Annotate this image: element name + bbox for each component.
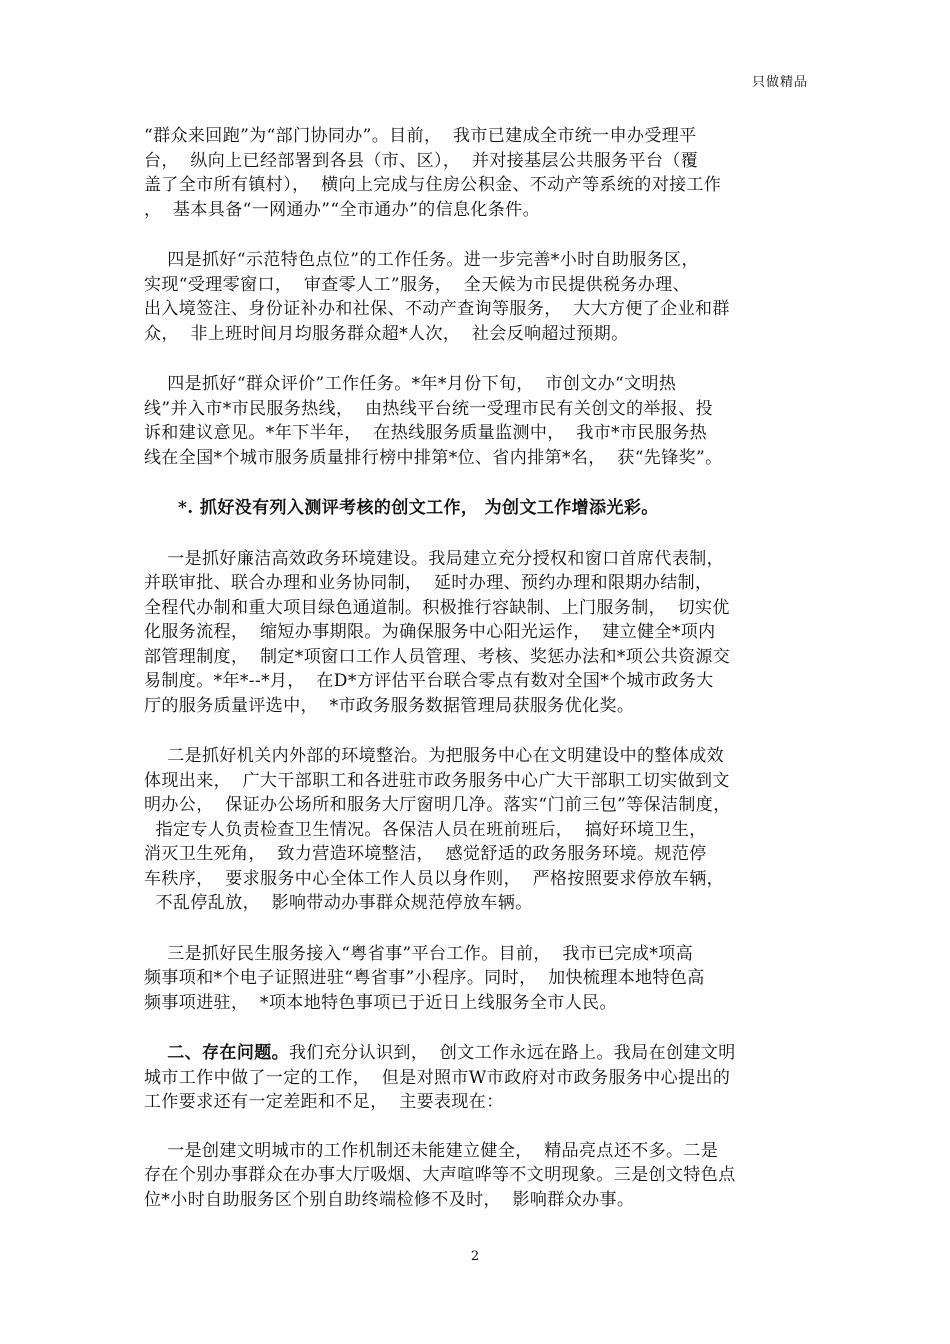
page-number: 2 <box>470 1249 480 1264</box>
text-line: 四是抓好“示范特色点位”的工作任务。进一步完善*小时自助服务区， <box>144 250 699 270</box>
document-body <box>144 124 808 1212</box>
text-line: 车秩序， 要求服务中心全体工作人员以身作则， 严格按照要求停放车辆， <box>144 868 725 889</box>
text-line: 实现“受理零窗口， 审查零人工”服务， 全天候为市民提供税务办理、 <box>144 274 690 295</box>
paragraph-existing-problems <box>144 1041 808 1115</box>
text-line: 化服务流程， 缩短办事期限。为确保服务中心阳光运作， 建立健全*项内 <box>144 622 716 642</box>
text-line: 三是抓好民生服务接入“粤省事”平台工作。目前， 我市已完成*项高 <box>144 943 694 964</box>
text-line: 部管理制度， 制定*项窗口工作人员管理、考核、奖惩办法和*项公共资源交 <box>144 646 731 667</box>
problems-intro: 我们充分认识到， 创文工作永远在路上。我局在创建文明 <box>289 1043 736 1063</box>
paragraph-demo-points <box>144 248 808 346</box>
page-header-label: 只做精品 <box>751 75 808 90</box>
text-line: 一是创建文明城市的工作机制还未能建立健全， 精品亮点还不多。二是 <box>144 1140 719 1161</box>
text-line: 全程代办制和重大项目绿色通道制。积极推行容缺制、上门服务制， 切实优 <box>144 597 730 618</box>
text-line: 厅的服务质量评选中， *市政务服务数据管理局获服务优化奖。 <box>144 695 635 716</box>
text-line: 线在全国*个城市服务质量排行榜中排第*位、省内排第*名， 获“先锋奖”。 <box>144 447 723 468</box>
text-line: 诉和建议意见。*年下半年， 在热线服务质量监测中， 我市*市民服务热 <box>144 423 708 443</box>
text-line <box>144 1041 808 1066</box>
text-line: “群众来回跑”为“部门协同办”。目前， 我市已建成全市统一申办受理平 <box>144 126 697 146</box>
text-line: 城市工作中做了一定的工作， 但是对照市W市政府对市政务服务中心提出的 <box>144 1067 731 1088</box>
text-line: 四是抓好“群众评价”工作任务。*年*月份下旬， 市创文办“文明热 <box>144 374 677 394</box>
text-line: 体现出来， 广大干部职工和各进驻市政务服务中心广大干部职工切实做到文 <box>144 770 730 791</box>
text-line: 位*小时自助服务区个别自助终端检修不及时， 影响群众办事。 <box>144 1189 635 1210</box>
section-heading: *. 抓好没有列入测评考核的创文工作， 为创文工作增添光彩。 <box>178 498 659 518</box>
text-line: 频事项和*个电子证照进驻“粤省事”小程序。同时， 加快梳理本地特色高 <box>144 968 705 988</box>
text-line: 指定专人负责检查卫生情况。各保洁人员在班前班后， 搞好环境卫生， <box>144 819 707 840</box>
text-line: 出入境签注、身份证补办和社保、不动产查询等服务， 大大方便了企业和群 <box>144 299 730 319</box>
text-line: 盖了全市所有镇村）， 横向上完成与住房公积金、不动产等系统的对接工作 <box>144 175 722 195</box>
problems-heading: 二、存在问题。 <box>167 1043 290 1063</box>
text-line: 频事项进驻， *项本地特色事项已于近日上线服务全市人民。 <box>144 992 617 1013</box>
text-line: 线”并入市*市民服务热线， 由热线平台统一受理市民有关创文的举报、投 <box>144 398 713 419</box>
text-line: 众， 非上班时间月均服务群众超*人次， 社会反响超过预期。 <box>144 323 629 344</box>
text-line: 台， 纵向上已经部署到各县（市、区）， 并对接基层公共服务平台（覆 <box>144 150 699 171</box>
text-line: 不乱停乱放， 影响带动办事群众规范停放车辆。 <box>144 893 533 913</box>
text-line: 明办公， 保证办公场所和服务大厅窗明几净。落实“门前三包”等保洁制度， <box>144 795 731 815</box>
text-line: ， 基本具备“一网通办”“全市通办”的信息化条件。 <box>144 199 540 220</box>
text-line: 工作要求还有一定差距和不足， 主要表现在： <box>144 1092 504 1112</box>
text-line: 易制度。*年*--*月， 在D*方评估平台联合零点有数对全国*个城市政务大 <box>144 671 714 691</box>
text-line: 二是抓好机关内外部的环境整治。为把服务中心在文明建设中的整体成效 <box>144 746 725 766</box>
paragraph-public-evaluation <box>144 372 808 470</box>
paragraph-problem-list <box>144 1139 808 1213</box>
text-line: 并联审批、联合办理和业务协同制， 延时办理、预约办理和限期办结制， <box>144 573 713 593</box>
text-line: 存在个别办事群众在办事大厅吸烟、大声喧哗等不文明现象。三是创文特色点 <box>144 1165 736 1185</box>
paragraph-yueshengshi <box>144 942 808 1016</box>
paragraph-environment-rectification <box>144 744 808 916</box>
text-line: 消灭卫生死角， 致力营造环境整洁， 感觉舒适的政务服务环境。规范停 <box>144 844 707 864</box>
paragraph-unified-platform <box>144 124 808 222</box>
text-line: 一是抓好廉洁高效政务环境建设。我局建立充分授权和窗口首席代表制， <box>144 548 725 569</box>
paragraph-clean-government <box>144 547 808 719</box>
